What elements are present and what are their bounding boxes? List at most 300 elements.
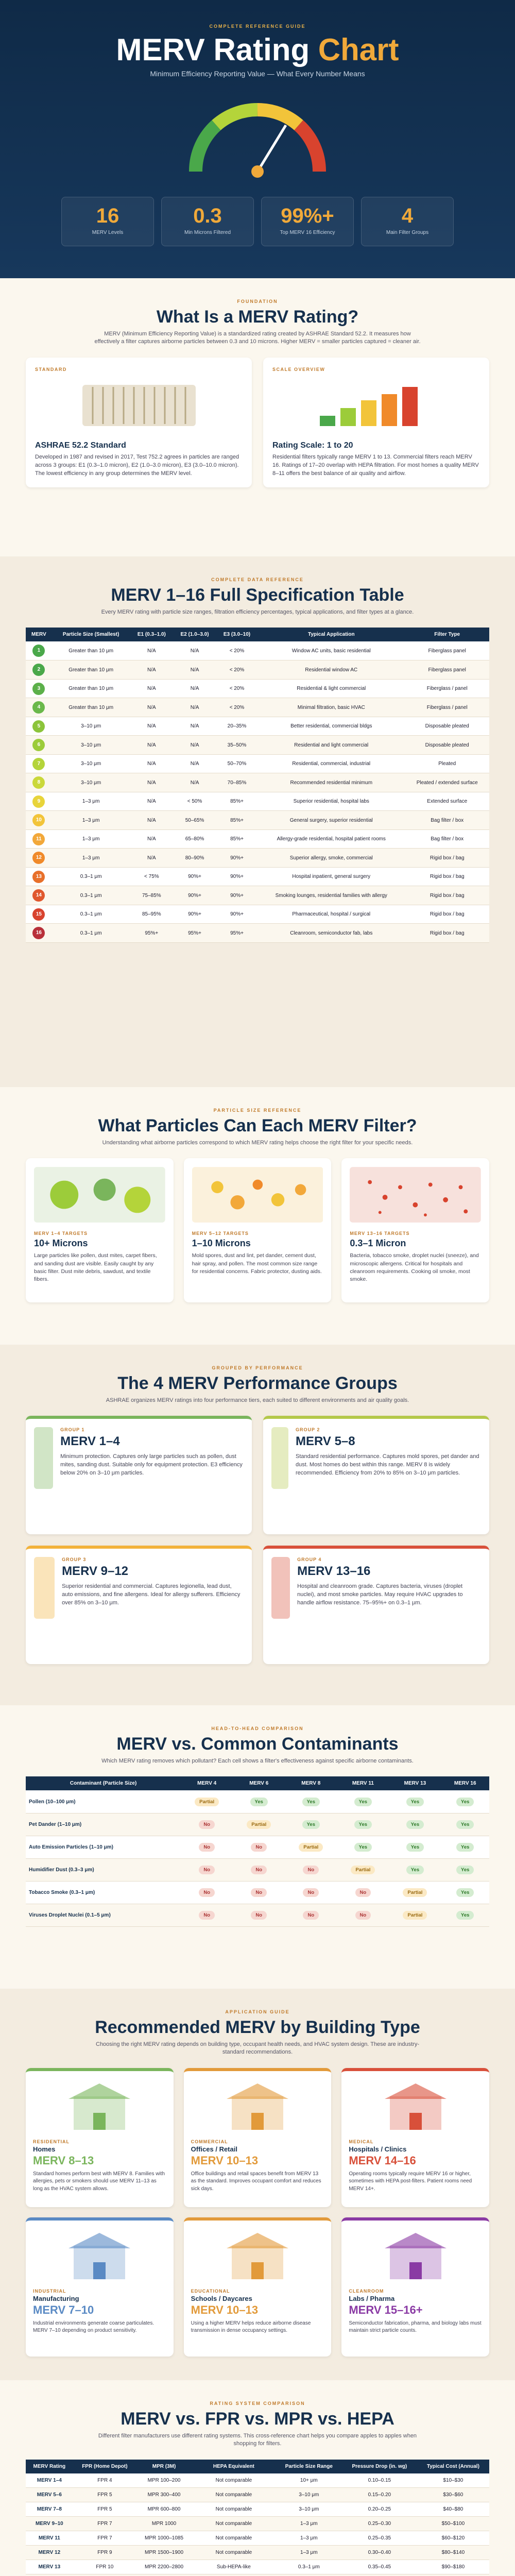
table-cell: N/A xyxy=(130,811,174,830)
building-card xyxy=(341,2217,489,2357)
section-subtitle: ASHRAE organizes MERV ratings into four performance tiers, each suited to different environments and air quality goals. xyxy=(106,1397,409,1403)
table-cell: Rigid box / bag xyxy=(405,924,489,943)
table-cell: < 20% xyxy=(216,698,258,717)
table-row xyxy=(26,867,489,886)
table-row xyxy=(26,736,489,755)
section-title: Recommended MERV by Building Type xyxy=(95,2018,420,2037)
building-icon xyxy=(349,2228,482,2284)
table-cell: Cleanroom, semiconductor fab, labs xyxy=(258,924,405,943)
table-cell: 0.25–0.30 xyxy=(342,2517,417,2531)
table-cell: N/A xyxy=(130,641,174,660)
table-cell: N/A xyxy=(173,641,216,660)
table-row xyxy=(26,2488,489,2502)
table-cell: Fiberglass / panel xyxy=(405,698,489,717)
table-cell: 1–3 μm xyxy=(52,792,130,811)
table-cell: Superior allergy, smoke, commercial xyxy=(258,849,405,868)
table-row xyxy=(26,849,489,868)
contaminant-name: Tobacco Smoke (0.3–1 μm) xyxy=(26,1881,181,1904)
table-cell: Fiberglass panel xyxy=(405,660,489,680)
table-row xyxy=(26,660,489,680)
table-header: MERV 8 xyxy=(285,1776,337,1790)
contaminants-section xyxy=(0,1705,515,1989)
table-cell xyxy=(181,1881,233,1904)
table-cell: 90%+ xyxy=(216,867,258,886)
table-row xyxy=(26,754,489,773)
group-body xyxy=(60,1427,244,1526)
hero-tagline: Minimum Efficiency Reporting Value — What Every Number Means xyxy=(150,70,365,78)
table-cell: Pharmaceutical, hospital / surgical xyxy=(258,905,405,924)
table-cell: N/A xyxy=(130,754,174,773)
contaminant-name: Humidifier Dust (0.3–3 μm) xyxy=(26,1858,181,1881)
table-cell: Rigid box / bag xyxy=(405,849,489,868)
table-cell xyxy=(441,1813,489,1836)
table-cell: Greater than 10 μm xyxy=(52,698,130,717)
merv-badge: 4 xyxy=(32,701,45,714)
table-header: MERV 16 xyxy=(441,1776,489,1790)
table-cell: Hospital inpatient, general surgery xyxy=(258,867,405,886)
table-cell: 85%+ xyxy=(216,829,258,849)
building-icon xyxy=(33,2078,166,2135)
table-cell: MERV 7–8 xyxy=(26,2502,73,2517)
table-cell: Fiberglass / panel xyxy=(405,679,489,698)
building-merv-value: MERV 14–16 xyxy=(349,2154,416,2167)
merv-badge: 9 xyxy=(32,795,45,808)
table-cell: 0.3–1 μm xyxy=(52,924,130,943)
group-body-text: Minimum protection. Captures only large particles such as pollen, dust mites, sanding dust. Suitable only for equipment protection. E3 efficiency below 20% on 3–10 μm particles. xyxy=(60,1453,243,1477)
compare-table xyxy=(26,2460,489,2576)
table-row xyxy=(26,829,489,849)
table-cell: Pleated / extended surface xyxy=(405,773,489,792)
table-cell: 95%+ xyxy=(130,924,174,943)
table-cell xyxy=(233,1813,285,1836)
table-row xyxy=(26,1836,489,1858)
large-particles-icon xyxy=(34,1166,165,1223)
building-icon xyxy=(191,2078,324,2135)
table-cell: $10–$30 xyxy=(417,2473,489,2488)
table-cell: Rigid box / bag xyxy=(405,905,489,924)
building-merv-value: MERV 8–13 xyxy=(33,2154,94,2167)
table-cell: N/A xyxy=(130,849,174,868)
group-body xyxy=(62,1557,244,1656)
table-row xyxy=(26,679,489,698)
building-icon xyxy=(191,2228,324,2284)
contaminant-name: Pollen (10–100 μm) xyxy=(26,1790,181,1813)
scale-card: SCALE OVERVIEW Rating Scale: 1 to 20 Residential filters typically range MERV 1 to 13. Commercial filters reach MERV 16. Ratings of 17–20 overlap with HEPA filtration. For most homes a quality MERV 8–11 offers the best balance of air quality and airflow. xyxy=(263,358,489,487)
building-body: Operating rooms typically require MERV 16 or higher, sometimes with HEPA post-filters. Patient rooms need MERV 14+. xyxy=(349,2171,472,2192)
table-cell: 0.3–1 μm xyxy=(276,2560,342,2574)
table-header: Typical Cost (Annual) xyxy=(417,2460,489,2473)
table-cell: 75–85% xyxy=(130,886,174,905)
building-body: Semiconductor fabrication, pharma, and biology labs must maintain strict particle counts. xyxy=(349,2320,482,2334)
table-cell: 1–3 μm xyxy=(276,2546,342,2560)
building-body: Office buildings and retail spaces benefit from MERV 13 as the standard. Improves occupant comfort and reduces sick days. xyxy=(191,2171,321,2192)
group-title: MERV 5–8 xyxy=(296,1434,355,1449)
merv-badge: 14 xyxy=(32,889,45,902)
table-header: E2 (1.0–3.0) xyxy=(173,628,216,641)
table-cell xyxy=(389,1813,441,1836)
merv-cell xyxy=(26,867,52,886)
table-cell: Not comparable xyxy=(192,2531,276,2546)
effectiveness-pill: Yes xyxy=(406,1798,424,1806)
table-cell: Recommended residential minimum xyxy=(258,773,405,792)
table-header: Typical Application xyxy=(258,628,405,641)
merv-badge: 11 xyxy=(32,833,45,845)
table-cell: $40–$80 xyxy=(417,2502,489,2517)
merv-cell xyxy=(26,829,52,849)
table-cell: 85–95% xyxy=(130,905,174,924)
merv-cell xyxy=(26,886,52,905)
medium-particles-icon xyxy=(192,1166,323,1223)
stat-card: 0.3 Min Microns Filtered xyxy=(161,197,254,246)
contaminant-name: Pet Dander (1–10 μm) xyxy=(26,1813,181,1836)
building-merv-value: MERV 10–13 xyxy=(191,2303,259,2316)
table-cell: MPR 2200–2800 xyxy=(136,2560,192,2574)
table-cell xyxy=(337,1858,389,1881)
merv-badge: 10 xyxy=(32,814,45,826)
section-kicker: APPLICATION GUIDE xyxy=(225,2009,290,2014)
table-cell: Sub-HEPA-like xyxy=(192,2560,276,2574)
table-cell: 65–80% xyxy=(173,829,216,849)
section-title: MERV vs. FPR vs. MPR vs. HEPA xyxy=(121,2409,394,2429)
hero-section xyxy=(0,0,515,278)
table-cell xyxy=(389,1790,441,1813)
table-cell: 80–90% xyxy=(173,849,216,868)
table-cell: N/A xyxy=(130,773,174,792)
table-cell: MERV 13 xyxy=(26,2560,73,2574)
effectiveness-pill: No xyxy=(251,1866,267,1874)
spec-table xyxy=(26,628,489,943)
standard-card: STANDARD ASHRAE 52.2 Standard Developed in 1987 and revised in 2017, Test 752.2 agrees in particles are ranged across 3 groups: E1 (0.3–1.0 micron), E2 (1.0–3.0 micron), E3 (3.0–10.0 micron). The lowest efficiency in any group determines the MERV level. xyxy=(26,358,252,487)
merv-badge: 3 xyxy=(32,683,45,695)
table-cell xyxy=(389,1881,441,1904)
group-body-text: Standard residential performance. Captures mold spores, pet dander and dust. Most homes do best within this range. MERV 8 is widely recommended. Efficiency from 20% to 85% on 3–10 μm particles. xyxy=(296,1453,479,1477)
building-title: Offices / Retail xyxy=(191,2145,237,2153)
merv-badge: 12 xyxy=(32,852,45,864)
table-cell xyxy=(337,1813,389,1836)
building-title: Homes xyxy=(33,2145,56,2153)
building-body: Standard homes perform best with MERV 8. Families with allergies, pets or smokers should use MERV 11–13 as long as the HVAC system allows. xyxy=(33,2171,165,2192)
table-row xyxy=(26,2531,489,2546)
table-row xyxy=(26,641,489,660)
table-cell: 3–10 μm xyxy=(276,2502,342,2517)
merv-badge: 1 xyxy=(32,645,45,657)
table-cell: 85%+ xyxy=(216,792,258,811)
merv-badge: 16 xyxy=(32,927,45,939)
building-kicker: INDUSTRIAL xyxy=(33,2288,66,2294)
table-cell: N/A xyxy=(130,736,174,755)
building-card xyxy=(184,2217,332,2357)
section-title: What Is a MERV Rating? xyxy=(156,307,359,327)
table-cell xyxy=(285,1858,337,1881)
table-cell: 85%+ xyxy=(216,811,258,830)
table-cell: Better residential, commercial bldgs xyxy=(258,717,405,736)
table-cell: Residential, commercial, industrial xyxy=(258,754,405,773)
building-merv-value: MERV 7–10 xyxy=(33,2303,94,2316)
table-cell xyxy=(181,1858,233,1881)
table-cell: $90–$180 xyxy=(417,2560,489,2574)
table-cell: 90%+ xyxy=(216,849,258,868)
group-title: MERV 9–12 xyxy=(62,1564,129,1579)
table-cell: < 20% xyxy=(216,679,258,698)
table-cell xyxy=(441,1904,489,1926)
effectiveness-pill: Yes xyxy=(456,1911,474,1920)
table-cell: N/A xyxy=(130,792,174,811)
table-cell: MPR 1500–1900 xyxy=(136,2546,192,2560)
building-kicker: MEDICAL xyxy=(349,2139,374,2144)
effectiveness-pill: No xyxy=(303,1888,319,1897)
table-cell: $60–$120 xyxy=(417,2531,489,2546)
table-header: Particle Size (Smallest) xyxy=(52,628,130,641)
table-cell xyxy=(181,1790,233,1813)
table-header: Pressure Drop (in. wg) xyxy=(342,2460,417,2473)
building-title: Schools / Daycares xyxy=(191,2294,252,2302)
merv-badge: 5 xyxy=(32,720,45,733)
table-header: FPR (Home Depot) xyxy=(73,2460,136,2473)
merv-cell xyxy=(26,905,52,924)
table-cell: N/A xyxy=(173,773,216,792)
effectiveness-pill: Yes xyxy=(250,1798,268,1806)
table-cell xyxy=(181,1904,233,1926)
table-cell: Residential & light commercial xyxy=(258,679,405,698)
group-kicker: GROUP 3 xyxy=(62,1557,87,1563)
group-card xyxy=(263,1546,489,1664)
merv-cell xyxy=(26,641,52,660)
what-is-section xyxy=(0,278,515,556)
merv-cell xyxy=(26,754,52,773)
table-cell: N/A xyxy=(173,679,216,698)
effectiveness-pill: No xyxy=(199,1888,215,1897)
section-subtitle: MERV (Minimum Efficiency Reporting Value) is a standardized rating created by ASHRAE Standard 52.2. It measures how effectively a filter captures airborne particles between 0.3 and 10 microns. Higher MERV = smaller particles captured = cleaner air. xyxy=(94,331,421,345)
table-cell: 90%+ xyxy=(216,905,258,924)
table-row xyxy=(26,1813,489,1836)
filter-swatch-icon xyxy=(34,1427,53,1489)
group-body xyxy=(297,1557,481,1656)
table-cell: N/A xyxy=(173,736,216,755)
merv-cell xyxy=(26,924,52,943)
stat-card: 16 MERV Levels xyxy=(61,197,154,246)
effectiveness-pill: No xyxy=(199,1820,215,1829)
effectiveness-pill: Yes xyxy=(456,1866,474,1874)
group-kicker: GROUP 2 xyxy=(296,1427,320,1433)
section-kicker: COMPLETE DATA REFERENCE xyxy=(211,577,304,582)
table-cell: 1–3 μm xyxy=(276,2517,342,2531)
building-merv-value: MERV 10–13 xyxy=(191,2154,259,2167)
table-cell xyxy=(337,1790,389,1813)
effectiveness-pill: Yes xyxy=(456,1888,474,1897)
building-icon xyxy=(33,2228,166,2284)
table-row xyxy=(26,792,489,811)
table-cell: 90%+ xyxy=(173,886,216,905)
section-title: The 4 MERV Performance Groups xyxy=(117,1374,398,1393)
table-cell: Not comparable xyxy=(192,2517,276,2531)
table-cell xyxy=(233,1904,285,1926)
table-cell: MERV 9–10 xyxy=(26,2517,73,2531)
table-cell: 90%+ xyxy=(173,867,216,886)
table-cell: FPR 5 xyxy=(73,2502,136,2517)
merv-badge: 2 xyxy=(32,664,45,676)
building-icon xyxy=(349,2078,482,2135)
group-body xyxy=(296,1427,481,1526)
table-row xyxy=(26,886,489,905)
table-cell: Bag filter / box xyxy=(405,811,489,830)
table-cell: Not comparable xyxy=(192,2488,276,2502)
effectiveness-pill: Yes xyxy=(456,1798,474,1806)
table-cell: < 20% xyxy=(216,641,258,660)
table-cell: < 20% xyxy=(216,660,258,680)
table-cell xyxy=(441,1790,489,1813)
contaminant-name: Auto Emission Particles (1–10 μm) xyxy=(26,1836,181,1858)
table-cell: N/A xyxy=(173,717,216,736)
table-cell: N/A xyxy=(130,660,174,680)
table-cell: MERV 1–4 xyxy=(26,2473,73,2488)
table-cell: MPR 1000 xyxy=(136,2517,192,2531)
merv-cell xyxy=(26,811,52,830)
group-body-text: Superior residential and commercial. Captures legionella, lead dust, auto emissions, and fine allergens. Ideal for allergy sufferers. Efficiency over 85% on 3–10 μm. xyxy=(62,1583,241,1606)
effectiveness-pill: No xyxy=(303,1866,319,1874)
table-header: MERV Rating xyxy=(26,2460,73,2473)
table-cell xyxy=(233,1836,285,1858)
group-kicker: GROUP 1 xyxy=(60,1427,85,1433)
section-title: MERV 1–16 Full Specification Table xyxy=(111,585,404,605)
table-cell: FPR 7 xyxy=(73,2531,136,2546)
table-cell: N/A xyxy=(130,679,174,698)
table-cell: 20–35% xyxy=(216,717,258,736)
table-cell xyxy=(337,1836,389,1858)
table-cell: 3–10 μm xyxy=(52,773,130,792)
table-cell: N/A xyxy=(173,754,216,773)
building-kicker: EDUCATIONAL xyxy=(191,2288,230,2294)
effectiveness-pill: No xyxy=(199,1911,215,1920)
table-cell: 3–10 μm xyxy=(276,2488,342,2502)
table-cell: MPR 100–200 xyxy=(136,2473,192,2488)
table-cell: FPR 9 xyxy=(73,2546,136,2560)
particle-card: MERV 13–16 TARGETS 0.3–1 Micron Bacteria, tobacco smoke, droplet nuclei (sneeze), and microscopic allergens. Critical for hospitals and cleanroom requirements. Cooking oil smoke, most smoke. xyxy=(341,1158,489,1302)
effectiveness-pill: No xyxy=(355,1911,371,1920)
table-cell xyxy=(285,1813,337,1836)
scale-bars-icon xyxy=(272,377,480,434)
table-cell: Pleated xyxy=(405,754,489,773)
table-cell: FPR 5 xyxy=(73,2488,136,2502)
table-cell xyxy=(441,1881,489,1904)
section-kicker: HEAD-TO-HEAD COMPARISON xyxy=(211,1726,304,1731)
group-card xyxy=(26,1546,252,1664)
table-cell: Greater than 10 μm xyxy=(52,660,130,680)
building-body: Using a higher MERV helps reduce airborne disease transmission in dense occupancy settings. xyxy=(191,2320,311,2334)
table-cell: N/A xyxy=(173,698,216,717)
building-kicker: CLEANROOM xyxy=(349,2288,384,2294)
effectiveness-pill: No xyxy=(303,1911,319,1920)
building-card xyxy=(26,2217,174,2357)
table-cell: 0.25–0.35 xyxy=(342,2531,417,2546)
table-cell xyxy=(285,1836,337,1858)
table-cell: 95%+ xyxy=(216,924,258,943)
groups-section xyxy=(0,1345,515,1705)
contaminants-table xyxy=(26,1776,489,1927)
table-cell: Not comparable xyxy=(192,2502,276,2517)
table-cell xyxy=(181,1813,233,1836)
table-cell: Allergy-grade residential, hospital patient rooms xyxy=(258,829,405,849)
building-title: Manufacturing xyxy=(33,2294,79,2302)
table-cell: Not comparable xyxy=(192,2546,276,2560)
table-cell: 0.20–0.25 xyxy=(342,2502,417,2517)
filter-illustration-icon xyxy=(35,377,243,434)
merv-cell xyxy=(26,849,52,868)
table-cell xyxy=(337,1904,389,1926)
table-cell: 50–70% xyxy=(216,754,258,773)
fine-particles-icon xyxy=(350,1166,481,1223)
spec-table-section xyxy=(0,556,515,1087)
table-cell xyxy=(337,1881,389,1904)
page-title: MERV Rating Chart xyxy=(116,32,399,67)
table-cell: Extended surface xyxy=(405,792,489,811)
table-row xyxy=(26,2473,489,2488)
particle-card: MERV 1–4 TARGETS 10+ Microns Large particles like pollen, dust mites, carpet fibers, and sanding dust are visible. Easily caught by any basic filter. Dust mite debris, sawdust, and textile fibers. xyxy=(26,1158,174,1302)
table-cell xyxy=(181,1836,233,1858)
table-cell: 90%+ xyxy=(216,886,258,905)
stat-card: 99%+ Top MERV 16 Efficiency xyxy=(261,197,354,246)
table-cell: 0.35–0.45 xyxy=(342,2560,417,2574)
table-cell: 50–65% xyxy=(173,811,216,830)
table-header: MPR (3M) xyxy=(136,2460,192,2473)
table-cell: Not comparable xyxy=(192,2473,276,2488)
table-header: E1 (0.3–1.0) xyxy=(130,628,174,641)
table-cell: Rigid box / bag xyxy=(405,886,489,905)
table-cell: MERV 11 xyxy=(26,2531,73,2546)
table-cell: Disposable pleated xyxy=(405,736,489,755)
effectiveness-pill: Yes xyxy=(302,1798,320,1806)
table-cell: Residential window AC xyxy=(258,660,405,680)
table-cell: MPR 300–400 xyxy=(136,2488,192,2502)
building-title: Labs / Pharma xyxy=(349,2294,395,2302)
group-kicker: GROUP 4 xyxy=(297,1557,322,1563)
table-cell: < 75% xyxy=(130,867,174,886)
table-cell xyxy=(389,1836,441,1858)
table-cell xyxy=(441,1858,489,1881)
table-row xyxy=(26,2546,489,2560)
stat-card: 4 Main Filter Groups xyxy=(361,197,454,246)
building-kicker: RESIDENTIAL xyxy=(33,2139,70,2144)
table-cell: N/A xyxy=(130,698,174,717)
table-cell: 1–3 μm xyxy=(276,2531,342,2546)
group-card xyxy=(263,1416,489,1534)
table-row xyxy=(26,1881,489,1904)
effectiveness-pill: Yes xyxy=(406,1843,424,1852)
table-cell: FPR 4 xyxy=(73,2473,136,2488)
merv-badge: 15 xyxy=(32,908,45,921)
table-cell xyxy=(285,1790,337,1813)
table-cell: 0.30–0.40 xyxy=(342,2546,417,2560)
table-row xyxy=(26,773,489,792)
table-cell: Greater than 10 μm xyxy=(52,679,130,698)
section-subtitle: Every MERV rating with particle size ranges, filtration efficiency percentages, typical applications, and filter types at a glance. xyxy=(101,609,414,615)
section-kicker: FOUNDATION xyxy=(237,299,278,304)
table-row xyxy=(26,2517,489,2531)
table-cell: 3–10 μm xyxy=(52,736,130,755)
table-header: Filter Type xyxy=(405,628,489,641)
contaminant-name: Viruses Droplet Nuclei (0.1–5 μm) xyxy=(26,1904,181,1926)
effectiveness-pill: Partial xyxy=(351,1866,375,1874)
table-header: HEPA Equivalent xyxy=(192,2460,276,2473)
table-cell: N/A xyxy=(130,829,174,849)
table-cell: Rigid box / bag xyxy=(405,867,489,886)
table-row xyxy=(26,2502,489,2517)
table-cell: 0.15–0.20 xyxy=(342,2488,417,2502)
building-body: Industrial environments generate coarse particulates. MERV 7–10 depending on product sensitivity. xyxy=(33,2320,154,2334)
table-cell: Bag filter / box xyxy=(405,829,489,849)
table-row xyxy=(26,1858,489,1881)
table-cell: 1–3 μm xyxy=(52,811,130,830)
table-cell xyxy=(233,1790,285,1813)
